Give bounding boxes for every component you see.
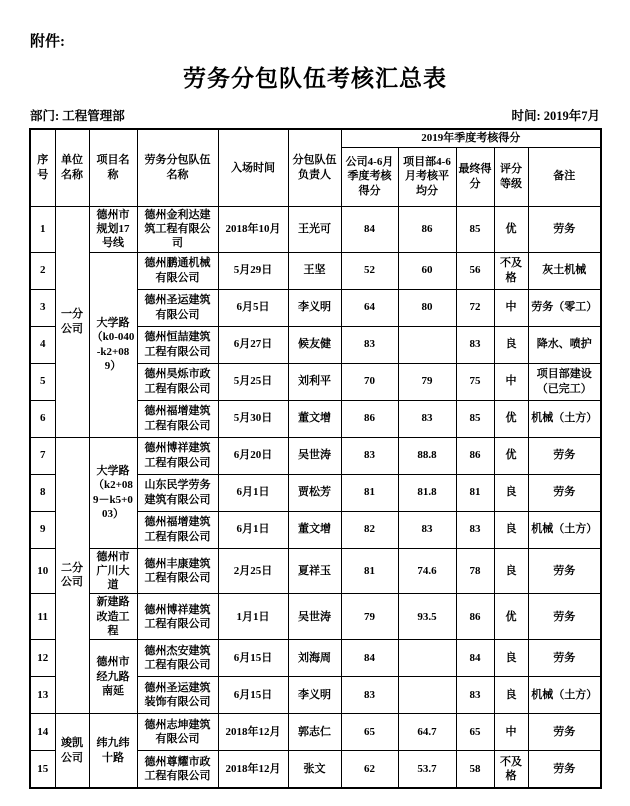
cell-company-score: 62 [341, 751, 398, 788]
cell-seq: 6 [30, 400, 55, 437]
cell-remark: 劳务 [528, 751, 601, 788]
cell-final-score: 86 [456, 437, 494, 474]
assessment-table [29, 128, 602, 789]
cell-entry: 6月15日 [218, 677, 288, 714]
cell-leader: 贾松芳 [288, 474, 341, 511]
cell-team: 德州福增建筑工程有限公司 [137, 400, 218, 437]
cell-company-score: 84 [341, 206, 398, 252]
cell-project-avg: 79 [398, 363, 456, 400]
cell-project-avg [398, 640, 456, 677]
cell-leader: 李义明 [288, 677, 341, 714]
cell-entry: 6月1日 [218, 474, 288, 511]
header-score-group: 2019年季度考核得分 [341, 129, 601, 147]
header-unit: 单位名称 [55, 129, 89, 206]
cell-company-score: 81 [341, 548, 398, 594]
cell-team: 德州杰安建筑工程有限公司 [137, 640, 218, 677]
cell-seq: 13 [30, 677, 55, 714]
cell-team: 德州圣运建筑装饰有限公司 [137, 677, 218, 714]
header-seq: 序号 [30, 129, 55, 206]
cell-project: 大学路（k2+089－k5+003） [89, 437, 137, 548]
header-leader: 分包队伍负责人 [288, 129, 341, 206]
cell-project: 德州市广川大道 [89, 548, 137, 594]
cell-project-avg: 88.8 [398, 437, 456, 474]
table-row [30, 714, 601, 751]
cell-project-avg [398, 677, 456, 714]
cell-remark: 项目部建设（已完工） [528, 363, 601, 400]
cell-company-score: 83 [341, 437, 398, 474]
cell-project: 纬九纬十路 [89, 714, 137, 788]
cell-final-score: 58 [456, 751, 494, 788]
cell-grade: 良 [494, 474, 528, 511]
cell-project-avg: 74.6 [398, 548, 456, 594]
cell-project-avg: 60 [398, 252, 456, 289]
cell-project: 新建路改造工程 [89, 594, 137, 640]
cell-entry: 6月27日 [218, 326, 288, 363]
header-group-row [30, 129, 601, 147]
cell-project-avg: 81.8 [398, 474, 456, 511]
cell-grade: 不及格 [494, 751, 528, 788]
cell-entry: 6月20日 [218, 437, 288, 474]
cell-remark: 机械（土方） [528, 677, 601, 714]
cell-remark: 劳务 [528, 206, 601, 252]
cell-project-avg: 80 [398, 289, 456, 326]
cell-seq: 3 [30, 289, 55, 326]
cell-company-score: 52 [341, 252, 398, 289]
cell-leader: 王光可 [288, 206, 341, 252]
cell-team: 德州福增建筑工程有限公司 [137, 511, 218, 548]
header-company-score: 公司4-6月季度考核得分 [341, 147, 398, 206]
cell-team: 德州恒喆建筑工程有限公司 [137, 326, 218, 363]
cell-leader: 李义明 [288, 289, 341, 326]
cell-final-score: 85 [456, 206, 494, 252]
cell-seq: 12 [30, 640, 55, 677]
cell-company-score: 84 [341, 640, 398, 677]
cell-project: 大学路（k0-040-k2+089） [89, 252, 137, 437]
cell-team: 德州丰康建筑工程有限公司 [137, 548, 218, 594]
table-row [30, 594, 601, 640]
cell-project-avg: 53.7 [398, 751, 456, 788]
cell-grade: 不及格 [494, 252, 528, 289]
cell-leader: 董文增 [288, 511, 341, 548]
cell-entry: 2月25日 [218, 548, 288, 594]
cell-leader: 张文 [288, 751, 341, 788]
cell-company-score: 65 [341, 714, 398, 751]
header-project-avg: 项目部4-6月考核平均分 [398, 147, 456, 206]
header-entry: 入场时间 [218, 129, 288, 206]
cell-project-avg [398, 326, 456, 363]
cell-leader: 刘海周 [288, 640, 341, 677]
cell-entry: 6月15日 [218, 640, 288, 677]
cell-grade: 优 [494, 206, 528, 252]
cell-final-score: 56 [456, 252, 494, 289]
cell-grade: 良 [494, 640, 528, 677]
cell-final-score: 78 [456, 548, 494, 594]
cell-entry: 2018年12月 [218, 751, 288, 788]
cell-final-score: 85 [456, 400, 494, 437]
cell-entry: 5月29日 [218, 252, 288, 289]
cell-project: 德州市经九路南延 [89, 640, 137, 714]
cell-project-avg: 83 [398, 511, 456, 548]
cell-grade: 良 [494, 677, 528, 714]
cell-seq: 11 [30, 594, 55, 640]
cell-seq: 15 [30, 751, 55, 788]
cell-team: 德州博祥建筑工程有限公司 [137, 594, 218, 640]
cell-project-avg: 83 [398, 400, 456, 437]
cell-final-score: 84 [456, 640, 494, 677]
cell-leader: 候友健 [288, 326, 341, 363]
cell-final-score: 86 [456, 594, 494, 640]
cell-company-score: 70 [341, 363, 398, 400]
cell-company-score: 81 [341, 474, 398, 511]
cell-grade: 中 [494, 714, 528, 751]
cell-final-score: 81 [456, 474, 494, 511]
cell-company-score: 79 [341, 594, 398, 640]
cell-seq: 10 [30, 548, 55, 594]
header-project: 项目名称 [89, 129, 137, 206]
cell-seq: 4 [30, 326, 55, 363]
cell-leader: 吴世涛 [288, 594, 341, 640]
cell-remark: 灰土机械 [528, 252, 601, 289]
cell-grade: 中 [494, 289, 528, 326]
cell-leader: 夏祥玉 [288, 548, 341, 594]
cell-grade: 良 [494, 548, 528, 594]
attachment-label: 附件: [30, 34, 65, 50]
cell-final-score: 65 [456, 714, 494, 751]
cell-leader: 刘利平 [288, 363, 341, 400]
cell-seq: 1 [30, 206, 55, 252]
meta-row [30, 106, 600, 124]
cell-grade: 中 [494, 363, 528, 400]
cell-entry: 2018年12月 [218, 714, 288, 751]
table-row [30, 206, 601, 252]
cell-team: 德州圣运建筑有限公司 [137, 289, 218, 326]
cell-unit: 一分公司 [55, 206, 89, 437]
cell-entry: 6月1日 [218, 511, 288, 548]
cell-entry: 1月1日 [218, 594, 288, 640]
cell-final-score: 83 [456, 677, 494, 714]
cell-seq: 9 [30, 511, 55, 548]
header-team: 劳务分包队伍名称 [137, 129, 218, 206]
cell-project: 德州市规划17号线 [89, 206, 137, 252]
cell-project-avg: 86 [398, 206, 456, 252]
cell-project-avg: 64.7 [398, 714, 456, 751]
cell-company-score: 64 [341, 289, 398, 326]
cell-remark: 劳务 [528, 548, 601, 594]
cell-entry: 5月30日 [218, 400, 288, 437]
cell-remark: 机械（土方） [528, 400, 601, 437]
cell-team: 山东民学劳务建筑有限公司 [137, 474, 218, 511]
cell-seq: 8 [30, 474, 55, 511]
cell-remark: 劳务 [528, 594, 601, 640]
cell-final-score: 75 [456, 363, 494, 400]
time-label: 时间: 2019年7月 [511, 109, 600, 123]
header-remark: 备注 [528, 147, 601, 206]
cell-team: 德州金利达建筑工程有限公司 [137, 206, 218, 252]
cell-final-score: 83 [456, 511, 494, 548]
table-row [30, 437, 601, 474]
cell-leader: 董文增 [288, 400, 341, 437]
cell-grade: 优 [494, 594, 528, 640]
department-label: 部门: 工程管理部 [30, 109, 125, 123]
cell-remark: 劳务 [528, 437, 601, 474]
page-title: 劳务分包队伍考核汇总表 [183, 66, 447, 91]
cell-team: 德州昊烁市政工程有限公司 [137, 363, 218, 400]
cell-grade: 优 [494, 437, 528, 474]
cell-company-score: 82 [341, 511, 398, 548]
cell-leader: 王坚 [288, 252, 341, 289]
cell-team: 德州志坤建筑有限公司 [137, 714, 218, 751]
cell-project-avg: 93.5 [398, 594, 456, 640]
cell-remark: 劳务（零工） [528, 289, 601, 326]
header-final-score: 最终得分 [456, 147, 494, 206]
cell-remark: 劳务 [528, 714, 601, 751]
cell-unit: 竣凯公司 [55, 714, 89, 788]
cell-seq: 7 [30, 437, 55, 474]
cell-team: 德州尊耀市政工程有限公司 [137, 751, 218, 788]
cell-seq: 2 [30, 252, 55, 289]
cell-grade: 优 [494, 400, 528, 437]
cell-grade: 良 [494, 326, 528, 363]
cell-remark: 降水、喷护 [528, 326, 601, 363]
cell-company-score: 83 [341, 677, 398, 714]
cell-leader: 吴世涛 [288, 437, 341, 474]
cell-remark: 劳务 [528, 640, 601, 677]
cell-leader: 郭志仁 [288, 714, 341, 751]
cell-entry: 6月5日 [218, 289, 288, 326]
cell-entry: 5月25日 [218, 363, 288, 400]
cell-remark: 机械（土方） [528, 511, 601, 548]
cell-seq: 5 [30, 363, 55, 400]
table-row [30, 252, 601, 289]
header-grade: 评分等级 [494, 147, 528, 206]
cell-team: 德州博祥建筑工程有限公司 [137, 437, 218, 474]
cell-seq: 14 [30, 714, 55, 751]
cell-company-score: 83 [341, 326, 398, 363]
cell-remark: 劳务 [528, 474, 601, 511]
table-row [30, 640, 601, 677]
cell-final-score: 72 [456, 289, 494, 326]
cell-team: 德州鹏通机械有限公司 [137, 252, 218, 289]
cell-grade: 良 [494, 511, 528, 548]
cell-unit: 二分公司 [55, 437, 89, 714]
cell-entry: 2018年10月 [218, 206, 288, 252]
cell-final-score: 83 [456, 326, 494, 363]
cell-company-score: 86 [341, 400, 398, 437]
table-row [30, 548, 601, 594]
